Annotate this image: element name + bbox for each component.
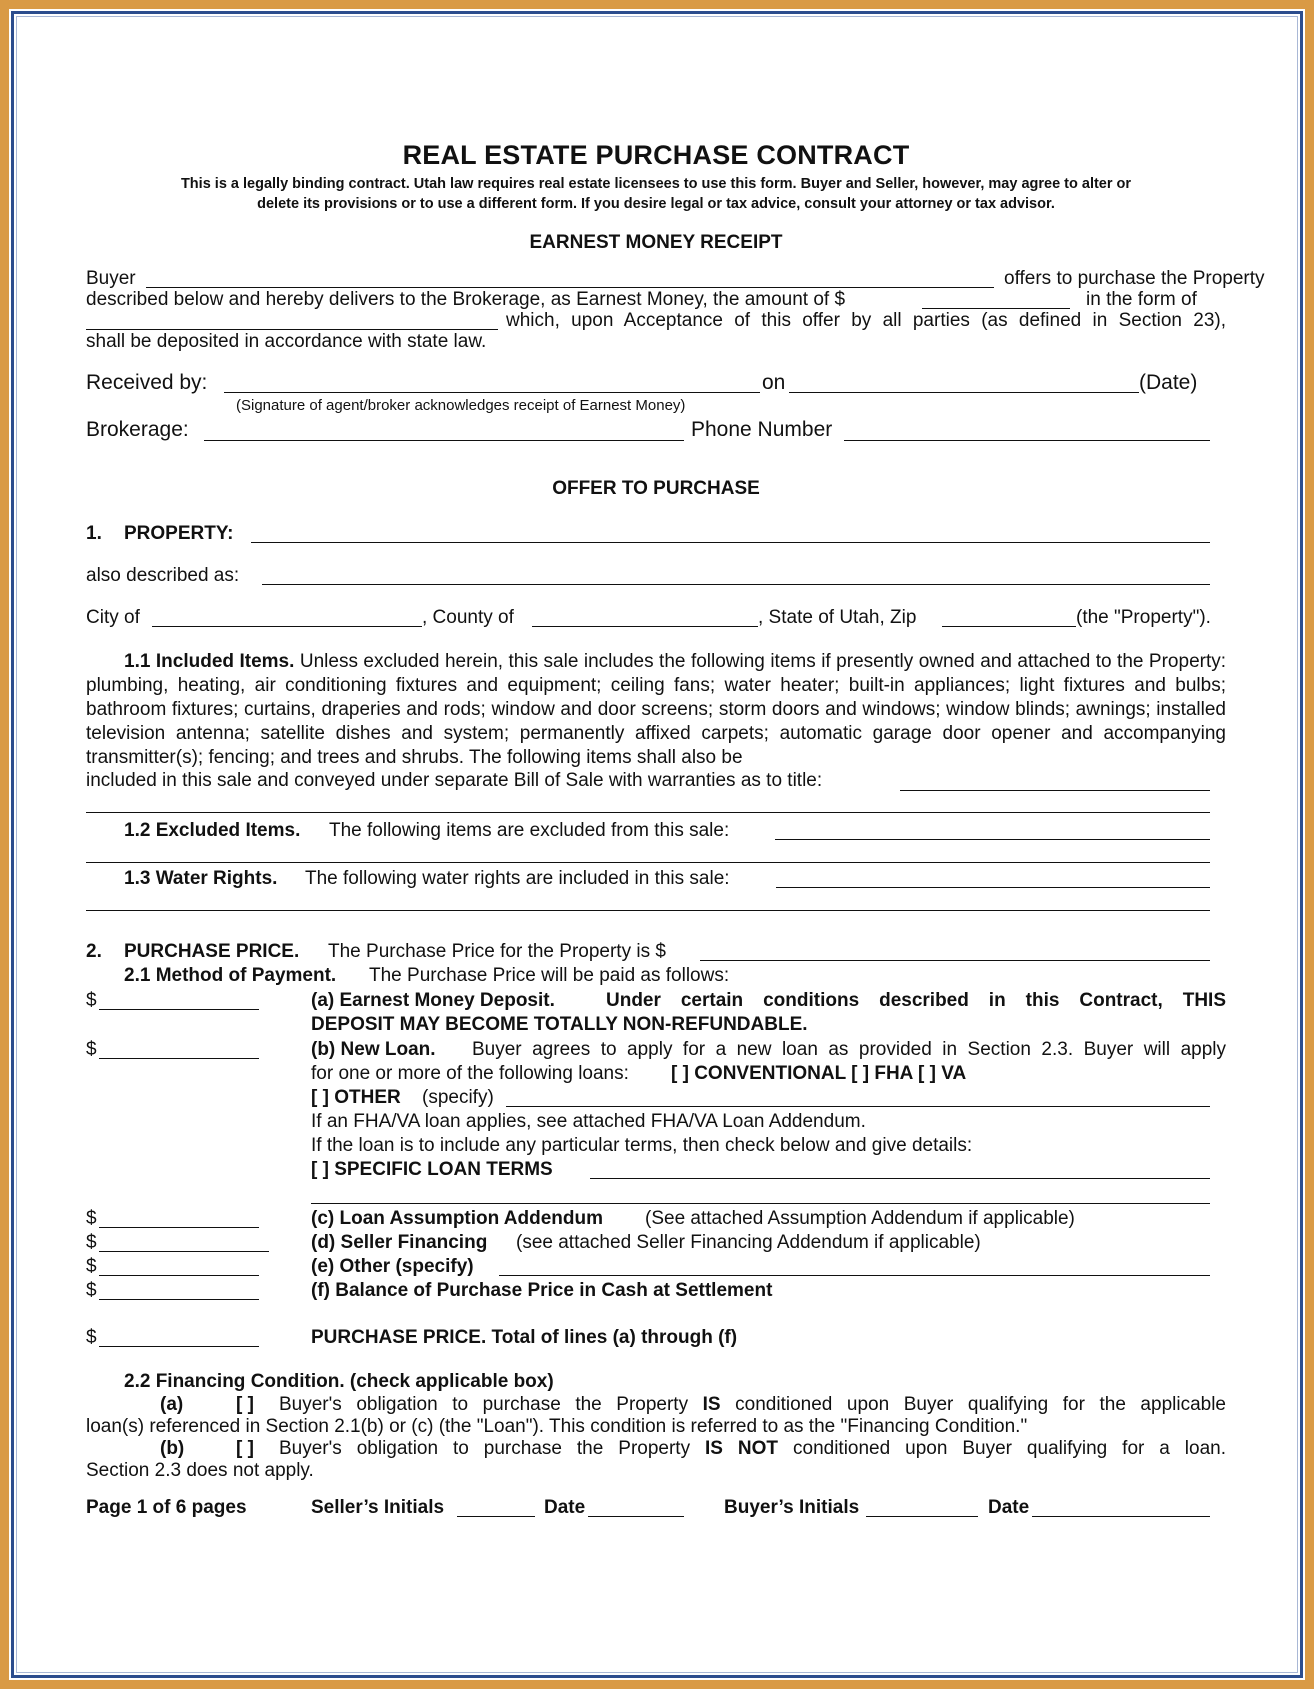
total-amount-field[interactable] xyxy=(99,1346,259,1347)
purchase-price-text: The Purchase Price for the Property is $ xyxy=(328,941,666,962)
also-described-label: also described as: xyxy=(86,565,240,586)
total-label: PURCHASE PRICE. Total of lines (a) through (f) xyxy=(311,1327,738,1348)
other-specify-label: (e) Other (specify) xyxy=(311,1256,474,1277)
financing-b-text2: conditioned upon Buyer qualifying for a loan. xyxy=(793,1438,1226,1459)
financing-a-is: IS xyxy=(702,1394,721,1415)
signature-note: (Signature of agent/broker acknowledges receipt of Earnest Money) xyxy=(236,397,686,414)
excluded-items-text: The following items are excluded from this sale: xyxy=(329,820,730,841)
amount-e-field[interactable] xyxy=(99,1275,259,1276)
financing-b-text xyxy=(279,1438,1226,1460)
new-loan-label: (b) New Loan. xyxy=(311,1039,436,1060)
loan-assumption-label: (c) Loan Assumption Addendum xyxy=(311,1208,604,1229)
buyer-label: Buyer xyxy=(86,268,136,289)
buyer-date-label: Date xyxy=(988,1497,1030,1518)
earnest-deposit-label: (a) Earnest Money Deposit. xyxy=(311,990,555,1011)
financing-b-isnot: IS NOT xyxy=(705,1438,779,1459)
earnest-amount-field[interactable] xyxy=(922,308,1070,309)
earnest-line2a: described below and hereby delivers to the Brokerage, as Earnest Money, the amount of $ xyxy=(86,289,846,310)
included-items-paragraph xyxy=(86,650,1226,770)
excluded-items-field[interactable] xyxy=(775,839,1210,840)
buyer-initials-field[interactable] xyxy=(866,1516,978,1517)
method-text: The Purchase Price will be paid as follows: xyxy=(369,965,730,986)
excluded-items-field-2[interactable] xyxy=(86,862,1210,863)
legal-notice xyxy=(86,174,1226,214)
the-property-label: (the "Property"). xyxy=(1076,607,1211,628)
water-rights-field-2[interactable] xyxy=(86,910,1210,911)
amount-e-dollar: $ xyxy=(86,1256,97,1277)
buyer-name-field[interactable] xyxy=(146,287,994,288)
received-by-label: Received by: xyxy=(86,371,208,394)
brokerage-field[interactable] xyxy=(204,440,684,441)
legal-notice-line1: This is a legally binding contract. Utah law requires real estate licensees to use this form. Buyer and Seller, however, may agree to alter or xyxy=(180,176,1132,192)
earnest-form-field[interactable] xyxy=(86,329,498,330)
purchase-price-field[interactable] xyxy=(700,960,1210,961)
financing-b-mark: (b) xyxy=(160,1438,185,1459)
seller-financing-text: (see attached Seller Financing Addendum if applicable) xyxy=(516,1232,981,1253)
earnest-deposit-text2: DEPOSIT MAY BECOME TOTALLY NON-REFUNDABLE. xyxy=(311,1014,808,1035)
zip-field[interactable] xyxy=(942,626,1076,627)
financing-title: 2.2 Financing Condition. (check applicable box) xyxy=(124,1371,554,1392)
county-field[interactable] xyxy=(532,626,758,627)
seller-initials-field[interactable] xyxy=(457,1516,535,1517)
financing-a-text2: conditioned upon Buyer qualifying for the applicable xyxy=(735,1394,1226,1415)
brokerage-label: Brokerage: xyxy=(86,418,189,441)
phone-label: Phone Number xyxy=(691,418,833,441)
city-label: City of xyxy=(86,607,140,628)
financing-a-text xyxy=(279,1394,1226,1416)
purchase-price-label: PURCHASE PRICE. xyxy=(124,941,300,962)
amount-d-field[interactable] xyxy=(99,1251,269,1252)
buyer-date-field[interactable] xyxy=(1032,1516,1210,1517)
other-loan-field[interactable] xyxy=(506,1106,1210,1107)
water-rights-text: The following water rights are included in this sale: xyxy=(305,868,730,889)
amount-b-dollar: $ xyxy=(86,1039,97,1060)
loan-assumption-text: (See attached Assumption Addendum if applicable) xyxy=(645,1208,1075,1229)
amount-f-dollar: $ xyxy=(86,1280,97,1301)
received-date-field[interactable] xyxy=(789,392,1139,393)
state-label: , State of Utah, Zip xyxy=(758,607,917,628)
page-number: Page 1 of 6 pages xyxy=(86,1497,247,1518)
financing-a-mark: (a) xyxy=(160,1394,184,1415)
financing-a-line2: loan(s) referenced in Section 2.1(b) or (c) (the "Loan"). This condition is referred to as the "Financing Condition." xyxy=(86,1416,1028,1437)
water-rights-field[interactable] xyxy=(776,887,1210,888)
amount-a-dollar: $ xyxy=(86,990,97,1011)
amount-b-field[interactable] xyxy=(99,1058,259,1059)
also-described-field[interactable] xyxy=(262,584,1210,585)
specific-loan-terms-field-2[interactable] xyxy=(311,1203,1210,1204)
amount-c-dollar: $ xyxy=(86,1208,97,1229)
earnest-deposit-text: Under certain conditions described in this Contract, THIS xyxy=(606,990,1226,1011)
included-items-field[interactable] xyxy=(900,790,1210,791)
on-label: on xyxy=(762,371,786,394)
loan-options-intro: for one or more of the following loans: xyxy=(311,1063,629,1084)
seller-date-label: Date xyxy=(544,1497,586,1518)
property-field[interactable] xyxy=(251,542,1210,543)
offers-text: offers to purchase the Property xyxy=(1004,268,1265,289)
specific-loan-terms-field[interactable] xyxy=(590,1178,1210,1179)
financing-a-checkbox[interactable]: [ ] xyxy=(236,1394,254,1415)
amount-a-field[interactable] xyxy=(99,1009,259,1010)
received-by-signature-field[interactable] xyxy=(224,392,760,393)
other-specify-field[interactable] xyxy=(499,1275,1210,1276)
included-items-title: 1.1 Included Items. xyxy=(124,651,295,672)
financing-b-checkbox[interactable]: [ ] xyxy=(236,1438,254,1459)
balance-label: (f) Balance of Purchase Price in Cash at Settlement xyxy=(311,1280,773,1301)
other-loan-checkbox[interactable]: [ ] OTHER xyxy=(311,1087,401,1108)
purchase-price-num: 2. xyxy=(86,941,102,962)
buyer-initials-label: Buyer’s Initials xyxy=(724,1497,860,1518)
included-items-field-2[interactable] xyxy=(86,812,1210,813)
financing-b-line2: Section 2.3 does not apply. xyxy=(86,1460,314,1481)
loan-terms-intro: If the loan is to include any particular terms, then check below and give details: xyxy=(311,1135,973,1156)
amount-f-field[interactable] xyxy=(99,1299,259,1300)
earnest-line3: which, upon Acceptance of this offer by all parties (as defined in Section 23), xyxy=(506,310,1226,331)
fha-va-note: If an FHA/VA loan applies, see attached FHA/VA Loan Addendum. xyxy=(311,1111,866,1132)
total-dollar: $ xyxy=(86,1327,97,1348)
earnest-line2b: in the form of xyxy=(1086,289,1197,310)
legal-notice-line2: delete its provisions or to use a different form. If you desire legal or tax advice, consult your attorney or tax advisor. xyxy=(257,196,1055,212)
earnest-money-heading: EARNEST MONEY RECEIPT xyxy=(529,232,783,253)
property-num: 1. xyxy=(86,523,102,544)
specific-loan-terms-checkbox[interactable]: [ ] SPECIFIC LOAN TERMS xyxy=(311,1159,553,1180)
new-loan-text: Buyer agrees to apply for a new loan as provided in Section 2.3. Buyer will apply xyxy=(472,1039,1226,1060)
offer-heading: OFFER TO PURCHASE xyxy=(552,478,760,499)
loan-type-checkboxes[interactable]: [ ] CONVENTIONAL [ ] FHA [ ] VA xyxy=(671,1063,967,1084)
water-rights-title: 1.3 Water Rights. xyxy=(124,868,278,889)
financing-b-text1: Buyer's obligation to purchase the Property xyxy=(279,1438,691,1459)
county-label: , County of xyxy=(422,607,514,628)
amount-c-field[interactable] xyxy=(99,1227,259,1228)
method-title: 2.1 Method of Payment. xyxy=(124,965,337,986)
seller-financing-label: (d) Seller Financing xyxy=(311,1232,488,1253)
page-title: REAL ESTATE PURCHASE CONTRACT xyxy=(402,140,910,170)
financing-a-text1: Buyer's obligation to purchase the Property xyxy=(279,1394,689,1415)
date-label: (Date) xyxy=(1139,371,1198,394)
included-items-text: Unless excluded herein, this sale includes the following items if presently owned and attached to the Property: plumbing, heating, air conditioning fixtures and equipment; ceiling fans; water heater; built-in appliances; light fixtures and bulbs; bathroom fixtures; curtains, draperies and rods; window and door screens; storm doors and windows; window blinds; awnings; installed television antenna; satellite dishes and system; permanently affixed carpets; automatic garage door opener and accompanying transmitter(s); fencing; and trees and shrubs. The following items shall also be xyxy=(86,651,1227,768)
amount-d-dollar: $ xyxy=(86,1232,97,1253)
included-last-line: included in this sale and conveyed under separate Bill of Sale with warranties as to title: xyxy=(86,770,823,791)
seller-date-field[interactable] xyxy=(588,1516,684,1517)
other-loan-specify: (specify) xyxy=(422,1087,494,1108)
city-field[interactable] xyxy=(152,626,422,627)
property-label: PROPERTY: xyxy=(124,523,234,544)
earnest-line4: shall be deposited in accordance with state law. xyxy=(86,331,487,352)
excluded-items-title: 1.2 Excluded Items. xyxy=(124,820,301,841)
phone-field[interactable] xyxy=(844,440,1210,441)
seller-initials-label: Seller’s Initials xyxy=(311,1497,445,1518)
